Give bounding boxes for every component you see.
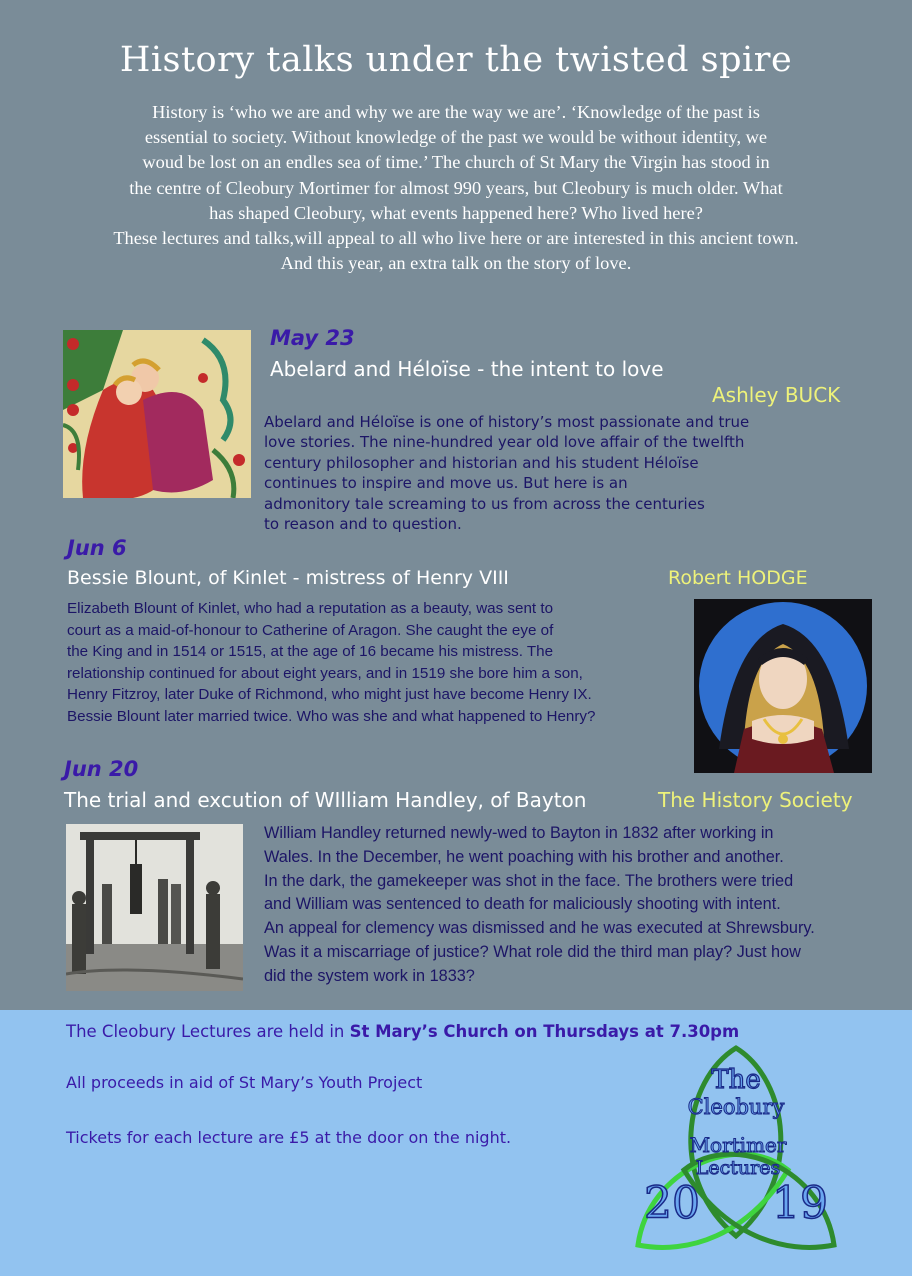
talk-line: Elizabeth Blount of Kinlet, who had a reputation as a beauty, was sent to [67,600,554,617]
talk-line: An appeal for clemency was dismissed and he was executed at Shrewsbury. [264,919,815,938]
logo-line-2: Cleobury [687,1095,785,1119]
talk-date: Jun 20 [64,757,139,781]
talk-date: May 23 [270,326,355,350]
talk-line: continues to inspire and move us. But here is an [264,474,628,493]
logo-line-1: The [711,1065,761,1095]
talk-line: century philosopher and historian and his student Héloïse [264,453,699,472]
ticket-info: Tickets for each lecture are £5 at the door on the night. [66,1128,512,1147]
talk-line: did the system work in 1833? [264,966,475,985]
intro-line: woud be lost on an endles sea of time.’ The church of St Mary the Virgin has stood in [142,152,770,173]
talk-speaker: Ashley BUCK [712,383,841,407]
talk-line: In the dark, the gamekeeper was shot in the face. The brothers were tried [264,871,794,890]
intro-line: the centre of Cleobury Mortimer for almost 990 years, but Cleobury is much older. What [129,177,783,198]
talk-date: Jun 6 [67,536,127,560]
talk-line: relationship continued for about eight years, and in 1519 she bore him a son, [67,664,583,682]
gallows-engraving [66,824,243,991]
talk-line: to reason and to question. [264,515,462,534]
venue-details: St Mary’s Church on Thursdays at 7.30pm [349,1022,740,1041]
cleobury-lectures-logo [628,1040,844,1266]
venue-prefix: The Cleobury Lectures are held in [66,1022,350,1041]
talk-speaker: Robert HODGE [668,567,808,589]
intro-line: History is ‘who we are and why we are the way we are’. ‘Knowledge of the past is [152,102,760,122]
tudor-portrait-miniature [694,599,872,773]
talk-line: William Handley returned newly-wed to Bayton in 1832 after working in [264,824,774,842]
talk-line: court as a maid-of-honour to Catherine of Aragon. She caught the eye of [67,621,554,639]
venue-info [66,1022,739,1041]
talk-speaker: The History Society [658,788,853,812]
talk-line: Henry Fitzroy, later Duke of Richmond, who might just have become Henry IX. [67,686,592,704]
talk-description [67,598,595,728]
intro-line: And this year, an extra talk on the story of love. [280,253,632,274]
intro-line: essential to society. Without knowledge of the past we would be without identity, we [144,127,768,148]
intro-line: These lectures and talks,will appeal to all who live here or are interested in this ancient town. [113,228,799,249]
talk-line: Was it a miscarriage of justice? What role did the third man play? Just how [264,942,801,961]
intro-line: has shaped Cleobury, what events happened here? Who lived here? [209,202,703,223]
talk-title: Bessie Blount, of Kinlet - mistress of Henry VIII [67,567,509,589]
talk-description [264,822,815,989]
intro-paragraph [40,100,872,276]
medieval-lovers-illustration [63,330,251,498]
talk-line: admonitory tale screaming to us from across the centuries [264,494,705,513]
logo-year-left: 20 [644,1178,700,1229]
talk-title: Abelard and Héloïse - the intent to love [270,357,664,381]
logo-year-right: 19 [772,1178,828,1229]
talk-line: love stories. The nine-hundred year old love affair of the twelfth [264,433,745,452]
talk-line: the King and in 1514 or 1515, at the age of 16 became his mistress. The [67,643,554,661]
page-title: History talks under the twisted spire [119,40,793,80]
talk-line: and William was sentenced to death for maliciously shooting with intent. [264,895,781,914]
proceeds-info: All proceeds in aid of St Mary’s Youth Project [66,1073,423,1092]
talk-line: Bessie Blount later married twice. Who was she and what happened to Henry? [67,707,596,725]
logo-line-3: Mortimer [689,1133,787,1157]
talk-line: Wales. In the December, he went poaching with his brother and another. [264,847,784,866]
talk-description [264,412,749,534]
talk-line: Abelard and Héloïse is one of history’s most passionate and true [264,413,750,431]
talk-title: The trial and excution of WIlliam Handley, of Bayton [64,788,587,812]
logo-line-4: Lectures [695,1157,781,1179]
